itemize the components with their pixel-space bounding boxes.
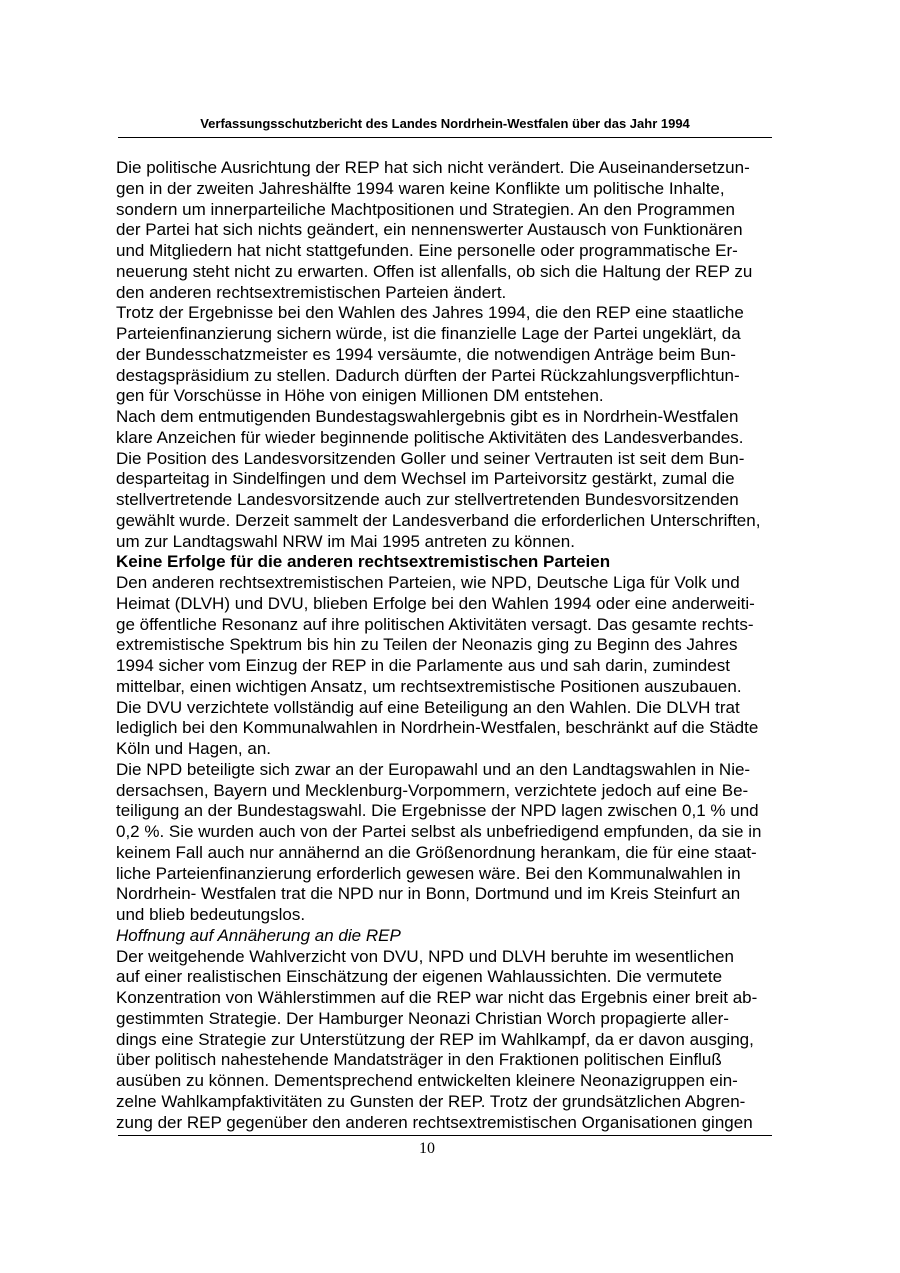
text-line: desparteitag in Sindelfingen und dem Wechsel im Parteivorsitz gestärkt, zumal die <box>116 469 735 489</box>
text-line: klare Anzeichen für wieder beginnende politische Aktivitäten des Landesverbandes. <box>116 427 744 447</box>
text-line: der Bundesschatzmeister es 1994 versäumte, die notwendigen Anträge beim Bun- <box>116 344 736 364</box>
section-heading: Keine Erfolge für die anderen rechtsextremistischen Parteien <box>116 552 611 572</box>
text-line: und Mitgliedern hat nicht stattgefunden. Eine personelle oder programmatische Er- <box>116 241 738 260</box>
text-line: gestimmten Strategie. Der Hamburger Neonazi Christian Worch propagierte aller- <box>116 1008 729 1028</box>
text-line: zung der REP gegenüber den anderen rechtsextremistischen Organisationen gingen <box>116 1112 753 1132</box>
text-line: der Partei hat sich nichts geändert, ein nennenswerter Austausch von Funktionären <box>116 220 743 240</box>
text-line: keinem Fall auch nur annähernd an die Größenordnung herankam, die für eine staat- <box>116 842 757 862</box>
text-line: auf einer realistischen Einschätzung der eigenen Wahlaussichten. Die vermutete <box>116 967 723 987</box>
text-line: Nach dem entmutigenden Bundestagswahlergebnis gibt es in Nordrhein-Westfalen <box>116 407 739 426</box>
text-line: liche Parteienfinanzierung erforderlich gewesen wäre. Bei den Kommunalwahlen in <box>116 863 741 883</box>
subsection-heading: Hoffnung auf Annäherung an die REP <box>116 925 401 945</box>
text-line: sondern um innerparteiliche Machtpositionen und Strategien. An den Programmen <box>116 199 735 219</box>
text-line: gewählt wurde. Derzeit sammelt der Landesverband die erforderlichen Unterschriften, <box>116 510 761 530</box>
text-line: lediglich bei den Kommunalwahlen in Nordrhein-Westfalen, beschränkt auf die Städte <box>116 718 759 738</box>
text-line: extremistische Spektrum bis hin zu Teilen der Neonazis ging zu Beginn des Jahres <box>116 635 738 655</box>
text-line: den anderen rechtsextremistischen Parteien ändert. <box>116 282 507 302</box>
text-line: stellvertretende Landesvorsitzende auch zur stellvertretenden Bundesvorsitzenden <box>116 490 739 509</box>
text-line: mittelbar, einen wichtigen Ansatz, um rechtsextremistische Positionen auszubauen. <box>116 676 742 696</box>
text-line: ge öffentliche Resonanz auf ihre politischen Aktivitäten versagt. Das gesamte rechts- <box>116 614 754 634</box>
text-line: um zur Landtagswahl NRW im Mai 1995 antreten zu können. <box>116 531 575 551</box>
text-line: Trotz der Ergebnisse bei den Wahlen des Jahres 1994, die den REP eine staatliche <box>116 303 744 323</box>
text-line: Heimat (DLVH) und DVU, blieben Erfolge bei den Wahlen 1994 oder eine anderweiti- <box>116 593 755 613</box>
text-line: und blieb bedeutungslos. <box>116 905 306 924</box>
text-line: Die NPD beteiligte sich zwar an der Europawahl und an den Landtagswahlen in Nie- <box>116 759 751 779</box>
page-number: 10 <box>419 1140 435 1157</box>
text-line: Die politische Ausrichtung der REP hat sich nicht verändert. Die Auseinandersetzun- <box>116 158 750 177</box>
text-line: Die Position des Landesvorsitzenden Goller und seiner Vertrauten ist seit dem Bun- <box>116 448 745 468</box>
text-line: ausüben zu können. Dementsprechend entwickelten kleinere Neonazigruppen ein- <box>116 1071 738 1090</box>
text-line: 1994 sicher vom Einzug der REP in die Parlamente aus und sah darin, zumindest <box>116 656 730 675</box>
text-line: Konzentration von Wählerstimmen auf die REP war nicht das Ergebnis einer breit ab- <box>116 988 758 1007</box>
text-line: gen für Vorschüsse in Höhe von einigen Millionen DM entstehen. <box>116 386 604 406</box>
text-line: gen in der zweiten Jahreshälfte 1994 waren keine Konflikte um politische Inhalte, <box>116 178 725 198</box>
body-text <box>116 158 776 1133</box>
text-line: über politisch nahestehende Mandatsträger in den Fraktionen politischen Einfluß <box>116 1050 722 1070</box>
text-line: neuerung steht nicht zu erwarten. Offen ist allenfalls, ob sich die Haltung der REP zu <box>116 261 753 281</box>
text-line: Die DVU verzichtete vollständig auf eine Beteiligung an den Wahlen. Die DLVH trat <box>116 697 740 717</box>
text-line: dings eine Strategie zur Unterstützung der REP im Wahlkampf, da er davon ausging, <box>116 1029 754 1049</box>
header-divider <box>118 137 772 138</box>
footer-divider <box>118 1135 772 1136</box>
text-line: Nordrhein- Westfalen trat die NPD nur in Bonn, Dortmund und im Kreis Steinfurt an <box>116 884 741 904</box>
text-line: Der weitgehende Wahlverzicht von DVU, NPD und DLVH beruhte im wesentlichen <box>116 946 734 966</box>
text-line: 0,2 %. Sie wurden auch von der Partei selbst als unbefriedigend empfunden, da sie in <box>116 822 762 841</box>
text-line: dersachsen, Bayern und Mecklenburg-Vorpommern, verzichtete jedoch auf eine Be- <box>116 780 749 800</box>
text-line: zelne Wahlkampfaktivitäten zu Gunsten der REP. Trotz der grundsätzlichen Abgren- <box>116 1091 746 1111</box>
text-line: Parteienfinanzierung sichern würde, ist die finanzielle Lage der Partei ungeklärt, da <box>116 324 741 343</box>
text-line: destagspräsidium zu stellen. Dadurch dürften der Partei Rückzahlungsverpflichtun- <box>116 365 740 385</box>
text-line: Köln und Hagen, an. <box>116 739 272 758</box>
page-header: Verfassungsschutzbericht des Landes Nordrhein-Westfalen über das Jahr 1994 <box>200 116 690 131</box>
text-line: teiligung an der Bundestagswahl. Die Ergebnisse der NPD lagen zwischen 0,1 % und <box>116 801 759 821</box>
text-line: Den anderen rechtsextremistischen Parteien, wie NPD, Deutsche Liga für Volk und <box>116 573 740 592</box>
